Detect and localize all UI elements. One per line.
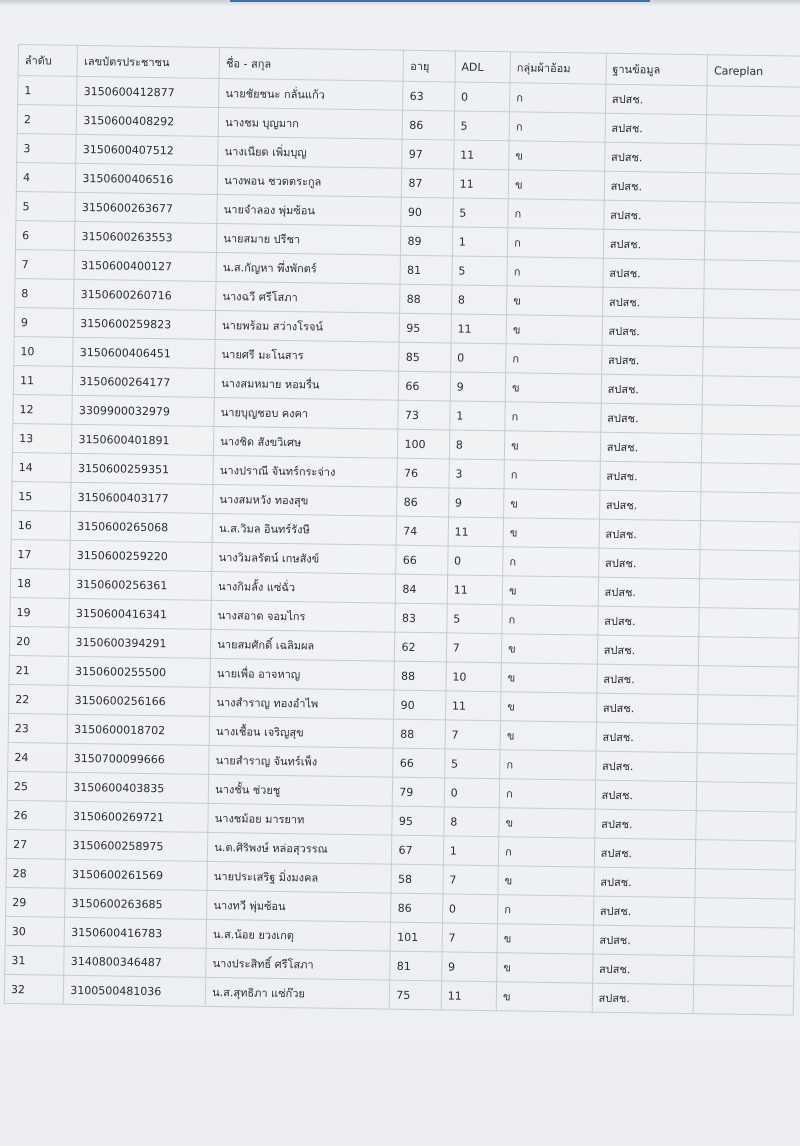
cell-full-name: นางฉวี ศรีโสภา — [216, 281, 401, 313]
cell-id-number: 3150600416783 — [64, 917, 206, 948]
cell-careplan — [695, 869, 795, 899]
cell-diaper-group: ข — [506, 315, 602, 345]
cell-adl: 1 — [450, 401, 506, 431]
cell-database: สปสช. — [594, 809, 696, 840]
header-seq: ลำดับ — [18, 45, 78, 77]
cell-diaper-group: ข — [496, 982, 592, 1012]
cell-careplan — [706, 144, 800, 174]
cell-seq: 20 — [9, 626, 69, 656]
cell-careplan — [696, 811, 796, 841]
cell-careplan — [701, 463, 800, 493]
cell-full-name: นายสมศักดิ์ เฉลิมผล — [211, 629, 396, 661]
cell-full-name: น.ส.สุทธิภา แซ่ก๊วย — [206, 977, 391, 1009]
cell-age: 66 — [399, 371, 451, 401]
cell-age: 95 — [392, 806, 444, 836]
cell-diaper-group: ก — [500, 750, 596, 780]
cell-age: 62 — [395, 632, 447, 662]
cell-database: สปสช. — [602, 316, 704, 347]
cell-adl: 7 — [445, 720, 501, 750]
cell-age: 83 — [395, 603, 447, 633]
cell-age: 58 — [391, 864, 443, 894]
cell-id-number: 3150600263685 — [65, 888, 207, 919]
cell-diaper-group: ข — [509, 141, 605, 171]
cell-seq: 24 — [8, 742, 68, 772]
cell-id-number: 3150600401891 — [72, 424, 214, 455]
cell-id-number: 3150600265068 — [71, 511, 213, 542]
cell-age: 89 — [401, 226, 453, 256]
cell-careplan — [696, 840, 796, 870]
cell-database: สปสช. — [601, 345, 703, 376]
cell-id-number: 3150600403835 — [67, 772, 209, 803]
cell-adl: 1 — [443, 836, 499, 866]
cell-full-name: นางประสิทธิ์ ศรีโสภา — [206, 948, 391, 980]
cell-age: 88 — [394, 719, 446, 749]
cell-age: 86 — [397, 487, 449, 517]
cell-age: 74 — [397, 516, 449, 546]
cell-full-name: นายศรี มะโนสาร — [215, 339, 400, 371]
cell-full-name: นางชั้น ช่วยชู — [209, 774, 394, 806]
cell-seq: 6 — [15, 220, 75, 250]
cell-diaper-group: ข — [499, 808, 595, 838]
cell-careplan — [697, 782, 797, 812]
cell-id-number: 3140800346487 — [64, 946, 206, 977]
cell-id-number: 3309900032979 — [72, 395, 214, 426]
cell-age: 75 — [390, 980, 442, 1010]
cell-seq: 12 — [13, 394, 73, 424]
cell-id-number: 3150600259823 — [74, 308, 216, 339]
cell-adl: 8 — [451, 285, 507, 315]
cell-seq: 28 — [6, 858, 66, 888]
cell-database: สปสช. — [603, 229, 705, 260]
cell-full-name: นางสำราญ ทองอำไพ — [210, 687, 395, 719]
cell-diaper-group: ข — [504, 489, 600, 519]
cell-full-name: นางกิมลั้ง แซ่ฉั่ว — [212, 571, 397, 603]
cell-id-number: 3150600255500 — [68, 656, 210, 687]
cell-seq: 18 — [10, 568, 70, 598]
cell-careplan — [703, 376, 800, 406]
cell-adl: 0 — [450, 343, 506, 373]
cell-adl: 8 — [449, 430, 505, 460]
cell-seq: 17 — [11, 539, 71, 569]
cell-careplan — [704, 260, 800, 290]
cell-careplan — [700, 579, 800, 609]
cell-id-number: 3150600256361 — [70, 569, 212, 600]
cell-careplan — [699, 637, 799, 667]
cell-adl: 0 — [444, 778, 500, 808]
cell-full-name: นายเพื่อ อาจหาญ — [210, 658, 395, 690]
cell-id-number: 3150600256166 — [68, 685, 210, 716]
cell-database: สปสช. — [594, 867, 696, 898]
cell-age: 76 — [397, 458, 449, 488]
cell-age: 101 — [391, 922, 443, 952]
cell-database: สปสช. — [600, 461, 702, 492]
cell-database: สปสช. — [600, 432, 702, 463]
cell-id-number: 3150600400127 — [74, 250, 216, 281]
cell-adl: 8 — [444, 807, 500, 837]
cell-careplan — [700, 550, 800, 580]
cell-careplan — [699, 608, 799, 638]
cell-careplan — [707, 86, 800, 116]
cell-seq: 23 — [8, 713, 68, 743]
cell-database: สปสช. — [600, 403, 702, 434]
cell-adl: 3 — [449, 459, 505, 489]
cell-database: สปสช. — [602, 287, 704, 318]
cell-full-name: นางชม บุญมาก — [218, 107, 403, 139]
cell-id-number: 3150600259351 — [71, 453, 213, 484]
cell-age: 66 — [396, 545, 448, 575]
cell-age: 73 — [398, 400, 450, 430]
cell-adl: 0 — [442, 894, 498, 924]
cell-database: สปสช. — [597, 635, 699, 666]
cell-age: 86 — [391, 893, 443, 923]
cell-careplan — [701, 492, 800, 522]
cell-diaper-group: ข — [501, 692, 597, 722]
header-database: ฐานข้อมูล — [606, 53, 708, 86]
cell-age: 87 — [402, 168, 454, 198]
cell-full-name: นางสมหมาย หอมรื่น — [215, 368, 400, 400]
cell-id-number: 3150600258975 — [66, 830, 208, 861]
cell-database: สปสช. — [596, 693, 698, 724]
cell-database: สปสช. — [603, 258, 705, 289]
cell-database: สปสช. — [605, 113, 707, 144]
cell-careplan — [694, 956, 794, 986]
cell-diaper-group: ข — [500, 721, 596, 751]
cell-careplan — [694, 985, 794, 1015]
cell-full-name: น.ส.วิมล อินทร์รังษี — [212, 513, 397, 545]
cell-diaper-group: ข — [503, 518, 599, 548]
cell-id-number: 3150600407512 — [76, 134, 218, 165]
cell-adl: 0 — [447, 546, 503, 576]
cell-adl: 11 — [453, 140, 509, 170]
cell-id-number: 3150600416341 — [69, 598, 211, 629]
cell-age: 90 — [394, 690, 446, 720]
cell-database: สปสช. — [595, 751, 697, 782]
cell-id-number: 3150600406516 — [76, 163, 218, 194]
patient-table — [4, 44, 800, 1016]
cell-id-number: 3150600408292 — [77, 105, 219, 136]
cell-careplan — [698, 666, 798, 696]
cell-full-name: นายประเสริฐ มิ่งมงคล — [207, 861, 392, 893]
cell-database: สปสช. — [592, 983, 694, 1014]
cell-age: 63 — [403, 81, 455, 111]
cell-careplan — [705, 231, 800, 261]
cell-seq: 19 — [10, 597, 70, 627]
header-id-number: เลขบัตรประชาชน — [77, 45, 219, 78]
cell-seq: 8 — [15, 278, 75, 308]
cell-full-name: นายจำลอง พุ่มซ้อน — [217, 194, 402, 226]
header-diaper-group: กลุ่มผ้าอ้อม — [510, 52, 606, 84]
cell-id-number: 3150600406451 — [73, 337, 215, 368]
cell-seq: 1 — [18, 76, 78, 106]
cell-age: 95 — [400, 313, 452, 343]
cell-adl: 7 — [443, 865, 499, 895]
cell-full-name: นายสมาย ปรีชา — [217, 223, 402, 255]
cell-age: 100 — [398, 429, 450, 459]
cell-adl: 11 — [453, 169, 509, 199]
cell-adl: 7 — [446, 633, 502, 663]
cell-diaper-group: ข — [497, 924, 593, 954]
cell-age: 79 — [393, 777, 445, 807]
cell-id-number: 3150600259220 — [70, 540, 212, 571]
cell-diaper-group: ก — [507, 228, 603, 258]
cell-adl: 11 — [447, 575, 503, 605]
cell-database: สปสช. — [599, 519, 701, 550]
cell-adl: 11 — [445, 691, 501, 721]
cell-id-number: 3150600269721 — [66, 801, 208, 832]
cell-diaper-group: ข — [502, 576, 598, 606]
cell-diaper-group: ข — [498, 866, 594, 896]
cell-careplan — [697, 753, 797, 783]
cell-adl: 11 — [441, 981, 497, 1011]
cell-diaper-group: ข — [507, 286, 603, 316]
cell-careplan — [694, 927, 794, 957]
cell-seq: 13 — [12, 423, 72, 453]
cell-seq: 31 — [5, 945, 65, 975]
header-adl: ADL — [455, 51, 511, 83]
cell-database: สปสช. — [604, 142, 706, 173]
cell-seq: 4 — [16, 162, 76, 192]
cell-adl: 10 — [446, 662, 502, 692]
cell-diaper-group: ก — [498, 837, 594, 867]
cell-database: สปสช. — [598, 548, 700, 579]
cell-database: สปสช. — [597, 664, 699, 695]
cell-seq: 25 — [7, 771, 67, 801]
cell-seq: 29 — [6, 887, 66, 917]
cell-seq: 10 — [14, 336, 74, 366]
cell-diaper-group: ก — [503, 547, 599, 577]
cell-diaper-group: ก — [508, 199, 604, 229]
cell-seq: 3 — [17, 133, 77, 163]
cell-seq: 22 — [9, 684, 69, 714]
cell-seq: 27 — [6, 829, 66, 859]
cell-careplan — [697, 724, 797, 754]
cell-careplan — [703, 318, 800, 348]
cell-full-name: นางสมหวัง ทองสุข — [213, 484, 398, 516]
cell-seq: 14 — [12, 452, 72, 482]
cell-id-number: 3150600263553 — [75, 221, 217, 252]
cell-adl: 5 — [454, 111, 510, 141]
cell-id-number: 3150700099666 — [67, 743, 209, 774]
cell-age: 66 — [393, 748, 445, 778]
cell-full-name: นางทวี พุ่มซ้อน — [207, 890, 392, 922]
cell-diaper-group: ข — [497, 953, 593, 983]
cell-id-number: 3150600263677 — [75, 192, 217, 223]
cell-database: สปสช. — [594, 838, 696, 869]
cell-full-name: นางวิมลรัตน์ เกษสังข์ — [212, 542, 397, 574]
cell-careplan — [698, 695, 798, 725]
cell-age: 84 — [396, 574, 448, 604]
cell-full-name: นางชิด สังขวิเศษ — [214, 426, 399, 458]
page-top-line — [230, 0, 650, 2]
cell-database: สปสช. — [601, 374, 703, 405]
cell-id-number: 3150600018702 — [68, 714, 210, 745]
cell-adl: 0 — [454, 82, 510, 112]
cell-id-number: 3100500481036 — [64, 975, 206, 1006]
cell-diaper-group: ก — [504, 460, 600, 490]
cell-diaper-group: ข — [505, 373, 601, 403]
cell-age: 88 — [394, 661, 446, 691]
header-careplan: Careplan — [707, 55, 800, 87]
cell-adl: 9 — [441, 952, 497, 982]
cell-seq: 11 — [13, 365, 73, 395]
cell-age: 88 — [400, 284, 452, 314]
cell-full-name: นายชัยชนะ กลั่นแก้ว — [219, 78, 404, 110]
cell-adl: 1 — [452, 227, 508, 257]
cell-database: สปสช. — [593, 925, 695, 956]
cell-careplan — [702, 405, 800, 435]
cell-id-number: 3150600260716 — [74, 279, 216, 310]
cell-id-number: 3150600394291 — [69, 627, 211, 658]
cell-database: สปสช. — [598, 577, 700, 608]
cell-careplan — [695, 898, 795, 928]
cell-database: สปสช. — [604, 171, 706, 202]
cell-age: 90 — [401, 197, 453, 227]
cell-diaper-group: ก — [505, 402, 601, 432]
cell-adl: 9 — [450, 372, 506, 402]
cell-adl: 5 — [453, 198, 509, 228]
cell-full-name: นางชม้อย มารยาท — [208, 803, 393, 835]
cell-diaper-group: ก — [509, 112, 605, 142]
cell-careplan — [702, 434, 800, 464]
cell-database: สปสช. — [595, 780, 697, 811]
cell-careplan — [706, 173, 800, 203]
cell-database: สปสช. — [597, 606, 699, 637]
cell-diaper-group: ข — [501, 634, 597, 664]
cell-age: 97 — [402, 139, 454, 169]
cell-id-number: 3150600264177 — [73, 366, 215, 397]
cell-full-name: น.ส.น้อย ยวงเกตุ — [206, 919, 391, 951]
cell-adl: 11 — [451, 314, 507, 344]
cell-seq: 21 — [9, 655, 69, 685]
cell-adl: 7 — [442, 923, 498, 953]
cell-seq: 5 — [16, 191, 76, 221]
cell-id-number: 3150600261569 — [65, 859, 207, 890]
cell-seq: 2 — [17, 105, 77, 135]
cell-seq: 32 — [4, 974, 64, 1004]
cell-careplan — [703, 347, 800, 377]
header-full-name: ชื่อ - สกุล — [219, 47, 404, 81]
cell-adl: 5 — [447, 604, 503, 634]
cell-full-name: นางสอาด จอมไกร — [211, 600, 396, 632]
cell-age: 86 — [403, 110, 455, 140]
cell-age: 81 — [390, 951, 442, 981]
cell-full-name: นายสำราญ จันทร์เพ็ง — [209, 745, 394, 777]
cell-age: 85 — [399, 342, 451, 372]
cell-careplan — [704, 289, 800, 319]
cell-full-name: นายบุญชอบ คงคา — [214, 397, 399, 429]
cell-id-number: 3150600403177 — [71, 482, 213, 513]
cell-seq: 7 — [15, 249, 75, 279]
cell-database: สปสช. — [593, 896, 695, 927]
cell-database: สปสช. — [605, 84, 707, 115]
cell-adl: 5 — [452, 256, 508, 286]
cell-adl: 9 — [448, 488, 504, 518]
cell-seq: 9 — [14, 307, 74, 337]
cell-diaper-group: ก — [498, 895, 594, 925]
cell-diaper-group: ข — [508, 170, 604, 200]
cell-careplan — [705, 202, 800, 232]
cell-diaper-group: ก — [502, 605, 598, 635]
cell-database: สปสช. — [603, 200, 705, 231]
cell-diaper-group: ก — [510, 83, 606, 113]
cell-adl: 5 — [444, 749, 500, 779]
cell-careplan — [700, 521, 800, 551]
cell-full-name: น.ส.กัญหา พึ่งพักตร์ — [216, 252, 401, 284]
cell-diaper-group: ข — [504, 431, 600, 461]
cell-seq: 30 — [5, 916, 65, 946]
cell-full-name: นางเนียด เพิ่มบุญ — [218, 136, 403, 168]
cell-database: สปสช. — [599, 490, 701, 521]
cell-full-name: นางพอน ชวดตระกูล — [218, 165, 403, 197]
cell-database: สปสช. — [592, 954, 694, 985]
cell-full-name: นายพร้อม สว่างโรจน์ — [215, 310, 400, 342]
cell-adl: 11 — [448, 517, 504, 547]
cell-age: 81 — [400, 255, 452, 285]
cell-diaper-group: ก — [499, 779, 595, 809]
cell-diaper-group: ข — [501, 663, 597, 693]
cell-database: สปสช. — [596, 722, 698, 753]
cell-seq: 26 — [7, 800, 67, 830]
cell-seq: 16 — [11, 510, 71, 540]
cell-seq: 15 — [12, 481, 72, 511]
cell-diaper-group: ก — [507, 257, 603, 287]
header-age: อายุ — [403, 50, 455, 82]
cell-careplan — [706, 115, 800, 145]
cell-full-name: นางเชื้อน เจริญสุข — [209, 716, 394, 748]
cell-age: 67 — [392, 835, 444, 865]
cell-id-number: 3150600412877 — [77, 76, 219, 107]
cell-full-name: นางปราณี จันทร์กระจ่าง — [213, 455, 398, 487]
cell-full-name: น.ต.ศิริพงษ์ หล่อสุวรรณ — [208, 832, 393, 864]
cell-diaper-group: ก — [506, 344, 602, 374]
